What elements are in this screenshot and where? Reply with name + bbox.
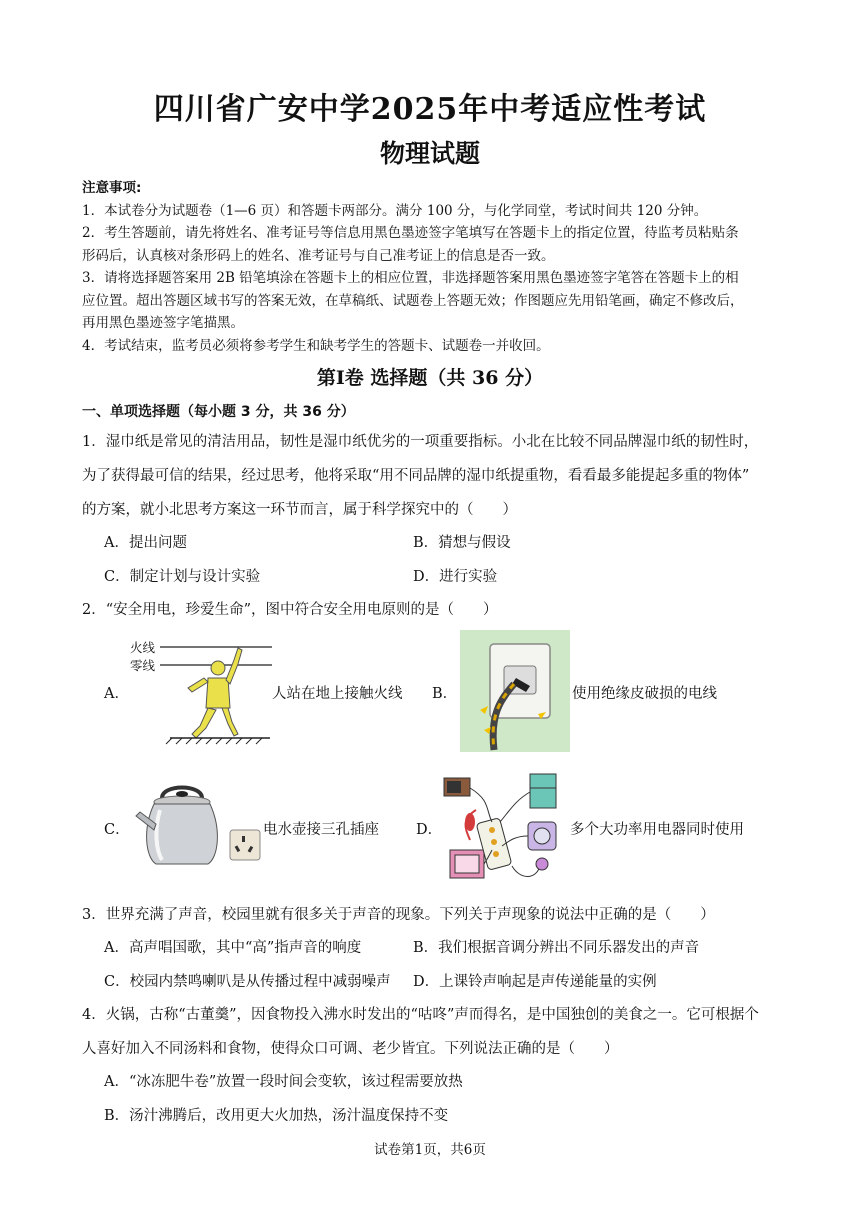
overloaded-power-strip-figure — [440, 770, 565, 888]
part-heading: 一、单项选择题（每小题 3 分，共 36 分） — [82, 404, 355, 420]
q4-stem-line: 人喜好加入不同汤料和食物，使得众口可调、老少皆宜。下列说法正确的是（ ） — [82, 1041, 619, 1057]
q2-option-c-letter: C． — [104, 822, 130, 838]
q3-stem: 3．世界充满了声音，校园里就有很多关于声音的现象。下列关于声现象的说法中正确的是（ ） — [82, 907, 715, 923]
q1-option-d: D．进行实验 — [413, 569, 498, 585]
electric-kettle-figure — [132, 780, 262, 870]
q1-stem-line: 1．湿巾纸是常见的清洁用品，韧性是湿巾纸优劣的一项重要指标。小北在比较不同品牌湿巾纸的韧性时， — [82, 434, 759, 450]
q2-option-b-letter: B． — [432, 686, 458, 702]
q1-option-a: A．提出问题 — [104, 535, 187, 551]
notice-line: 形码后，认真核对条形码上的姓名、准考证号与自己准考证上的信息是否一致。 — [82, 248, 555, 264]
exam-title: 四川省广安中学2025年中考适应性考试 — [153, 92, 707, 127]
notice-line: 3．请将选择题答案用 2B 铅笔填涂在答题卡上的相应位置，非选择题答案用黑色墨迹签字笔答在答题卡上的相 — [82, 270, 739, 286]
notice-heading: 注意事项: — [82, 180, 142, 196]
q2-option-b-text: 使用绝缘皮破损的电线 — [572, 686, 717, 702]
exam-subtitle: 物理试题 — [379, 139, 480, 168]
q2-option-c-text: 电水壶接三孔插座 — [263, 822, 379, 838]
neutral-wire-label: 零线 — [130, 658, 156, 673]
q1-stem-line: 为了获得最可信的结果，经过思考，他将采取“用不同品牌的湿巾纸提重物，看看最多能提起多重的物体” — [82, 468, 750, 484]
notice-line: 再用黑色墨迹签字笔描黑。 — [82, 315, 244, 331]
q3-option-a: A．高声唱国歌，其中“高”指声音的响度 — [104, 940, 362, 956]
damaged-wire-socket-figure — [460, 630, 570, 752]
q4-stem-line: 4．火锅，古称“古董羹”，因食物投入沸水时发出的“咕咚”声而得名，是中国独创的美食之一。它可根据个 — [82, 1007, 759, 1023]
q1-stem-line: 的方案，就小北思考方案这一环节而言，属于科学探究中的（ ） — [82, 502, 517, 518]
q2-option-d-text: 多个大功率用电器同时使用 — [570, 822, 744, 838]
notice-line: 1．本试卷分为试题卷（1—6 页）和答题卡两部分。满分 100 分，与化学同堂，考试时间共 120 分钟。 — [82, 203, 708, 219]
q3-option-b: B．我们根据音调分辨出不同乐器发出的声音 — [413, 940, 700, 956]
section-title: 第Ⅰ卷 选择题（共 36 分） — [316, 367, 544, 389]
q4-option-b: B．汤汁沸腾后，改用更大火加热，汤汁温度保持不变 — [104, 1108, 449, 1124]
q1-option-c: C．制定计划与设计实验 — [104, 569, 261, 585]
q3-option-c: C．校园内禁鸣喇叭是从传播过程中减弱噪声 — [104, 974, 391, 990]
q1-option-b: B．猜想与假设 — [413, 535, 511, 551]
q2-option-d-letter: D． — [416, 822, 443, 838]
q2-option-a-letter: A． — [104, 686, 129, 702]
notice-line: 应位置。超出答题区域书写的答案无效，在草稿纸、试题卷上答题无效；作图题应先用铅笔画，确定不修改后， — [82, 293, 744, 309]
q3-option-d: D．上课铃声响起是声传递能量的实例 — [413, 974, 657, 990]
q2-stem: 2．“安全用电，珍爱生命”，图中符合安全用电原则的是（ ） — [82, 602, 498, 618]
live-wire-label: 火线 — [130, 640, 156, 655]
person-touching-wire-figure — [130, 630, 280, 745]
notice-line: 2．考生答题前，请先将姓名、准考证号等信息用黑色墨迹签字笔填写在答题卡上的指定位置，待监考员粘贴条 — [82, 225, 739, 241]
q2-option-a-text: 人站在地上接触火线 — [272, 686, 403, 702]
q4-option-a: A．“冰冻肥牛卷”放置一段时间会变软，该过程需要放热 — [104, 1074, 463, 1090]
notice-line: 4．考试结束，监考员必须将参考学生和缺考学生的答题卡、试题卷一并收回。 — [82, 338, 550, 354]
page-footer: 试卷第1页，共6页 — [374, 1142, 486, 1158]
